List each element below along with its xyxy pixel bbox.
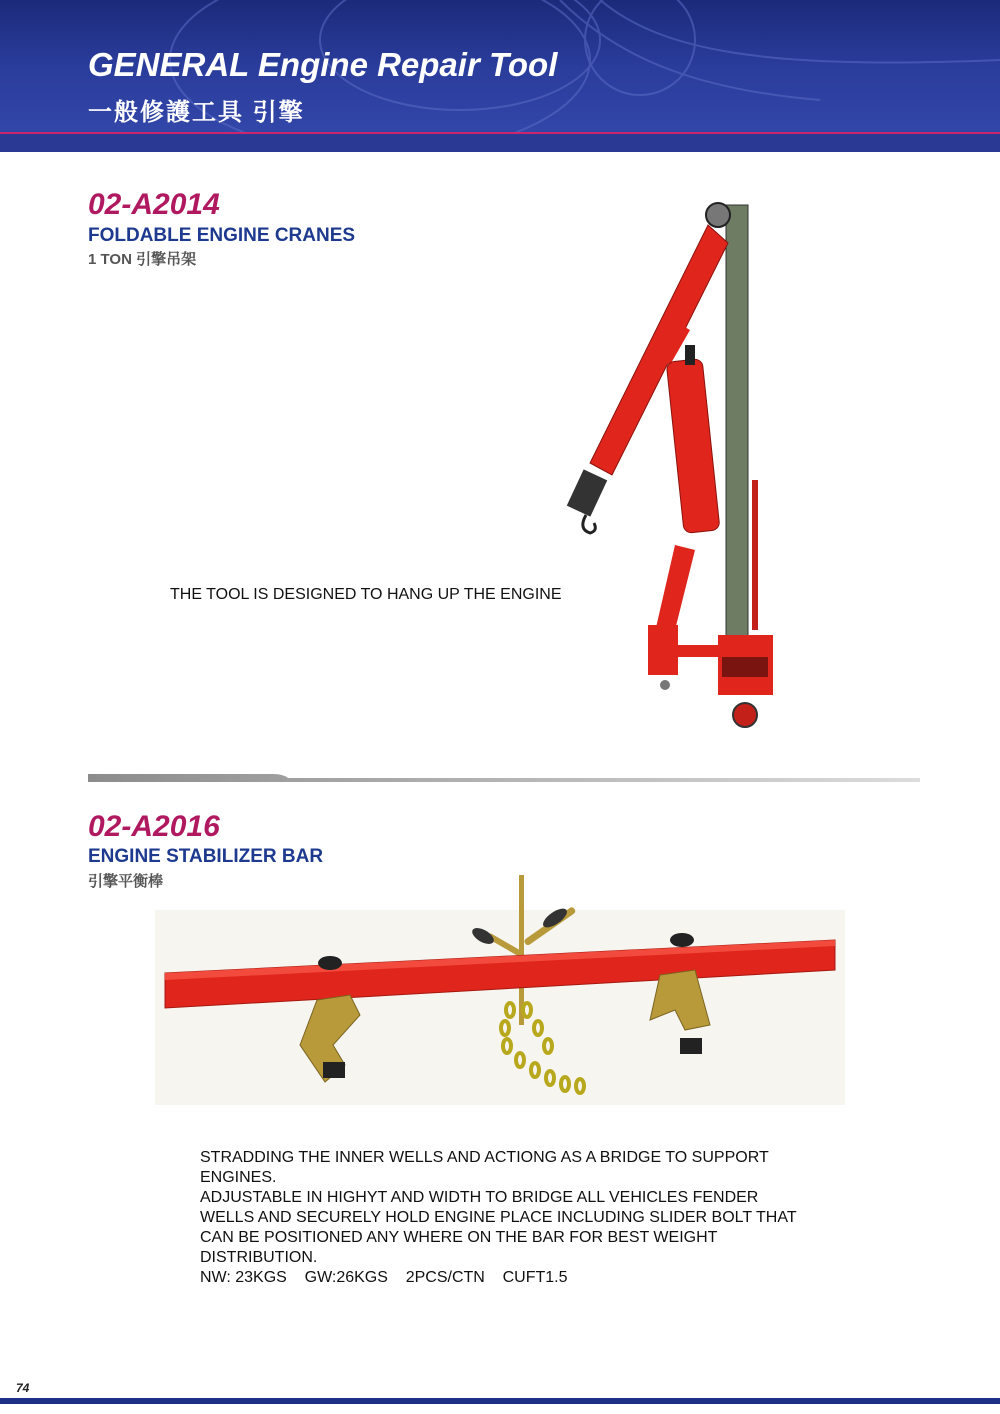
product-code: 02-A2014 <box>88 188 220 221</box>
product-spec: 引擎平衡棒 <box>88 873 164 890</box>
page-header <box>0 0 1000 152</box>
product-description: THE TOOL IS DESIGNED TO HANG UP THE ENGINE <box>170 586 562 603</box>
footer-line <box>0 1398 1000 1404</box>
page-subtitle-zh: 一般修護工具 引擎 <box>88 99 305 126</box>
product-spec: 1 TON 引擎吊架 <box>88 251 197 268</box>
product-name: FOLDABLE ENGINE CRANES <box>88 225 356 246</box>
description-line: NW: 23KGS GW:26KGS 2PCS/CTN CUFT1.5 <box>200 1269 568 1286</box>
description-line: STRADDING THE INNER WELLS AND ACTIONG AS A BRIDGE TO SUPPORT ENGINES. <box>200 1149 769 1186</box>
engine-crane-image <box>560 195 780 735</box>
page-title: GENERAL Engine Repair Tool <box>88 46 558 83</box>
stabilizer-bar-image <box>155 870 845 1105</box>
header-band <box>0 134 1000 152</box>
page-number: 74 <box>16 1381 30 1395</box>
section-divider <box>88 774 920 784</box>
product-name: ENGINE STABILIZER BAR <box>88 846 324 867</box>
product-code: 02-A2016 <box>88 810 220 843</box>
product-description <box>200 1148 810 1288</box>
description-line: ADJUSTABLE IN HIGHYT AND WIDTH TO BRIDGE ALL VEHICLES FENDER WELLS AND SECURELY HOLD ENGINE PLACE INCLUDING SLIDER BOLT THAT CAN BE POSITIONED ANY WHERE ON THE BAR FOR BEST WEIGHT DISTRIBUTION. <box>200 1189 797 1266</box>
